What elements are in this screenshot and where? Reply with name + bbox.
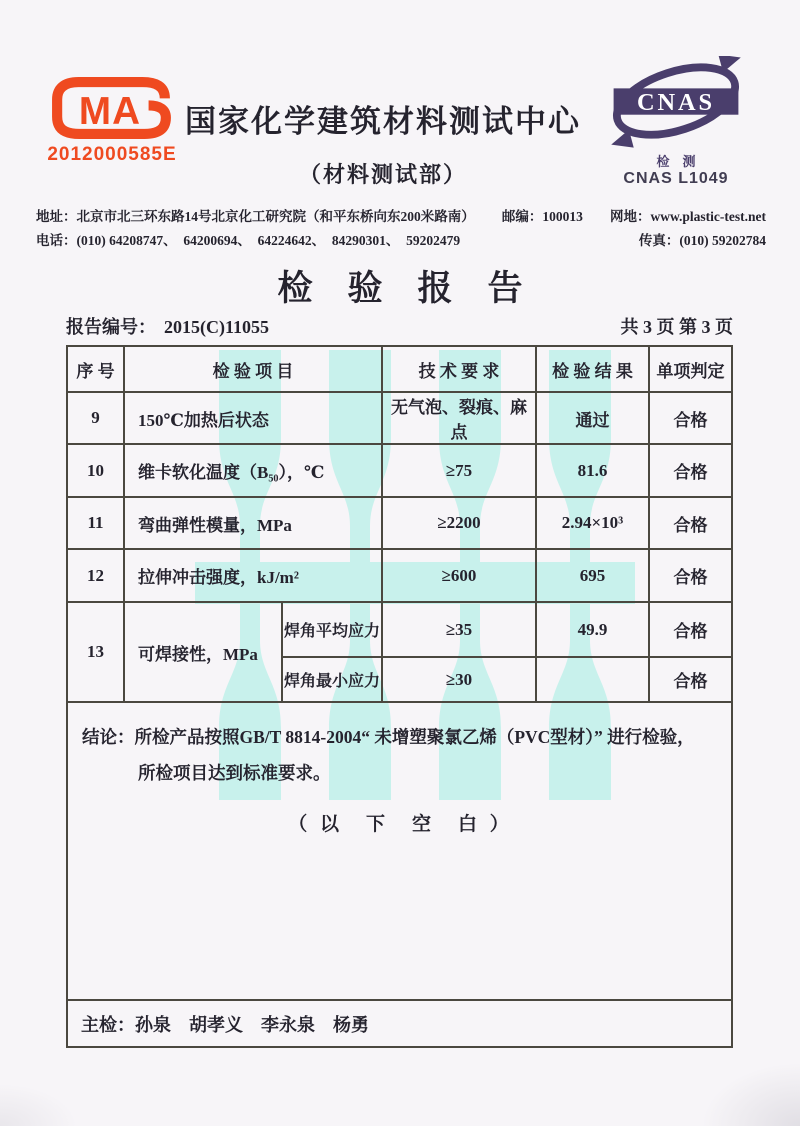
col-header-judgement: 单项判定 [650,347,731,393]
cma-certificate-number: 2012000585E [47,144,177,165]
contact-website: 网地：www.plastic-test.net [610,209,766,224]
table-sub-row [283,603,731,658]
report-title: 检 验 报 告 [277,269,523,308]
cell-no: 13 [68,603,125,703]
cnas-letters: CNAS [636,88,716,116]
cell-no: 11 [68,498,125,550]
table-row [68,498,731,550]
test-results-table [66,345,733,1048]
org-header [176,96,590,189]
cell-item: 弯曲弹性模量，MPa [125,498,383,550]
page-count: 共 3 页 第 3 页 [620,317,733,337]
conclusion-text: 所检产品按照GB/T 8814-2004“ 未增塑聚氯乙烯（PVC型材）” 进行检验， [134,727,695,747]
cell-item: 150℃加热后状态 [125,393,383,445]
cell-judgement: 合格 [650,658,731,703]
contact-address: 地址：北京市北三环东路14号北京化工研究院（和平东桥向东200米路南） [36,209,475,224]
weldability-sub-rows [283,603,731,703]
cma-logo-icon [51,76,173,139]
cell-requirement: ≥2200 [383,498,537,550]
cell-judgement: 合格 [650,603,731,658]
cell-requirement: ≥35 [383,603,537,658]
cell-judgement: 合格 [650,445,731,498]
cma-letters: MA [78,89,142,133]
cell-result: 2.94×10³ [537,498,650,550]
cell-item: 拉伸冲击强度，kJ/m² [125,550,383,603]
cnas-type-label: 检 测 [656,154,696,169]
contact-line-1 [36,205,766,229]
col-header-result: 检 验 结 果 [537,347,650,393]
report-number [66,313,269,339]
cell-no: 12 [68,550,125,603]
cell-result: 49.9 [537,603,650,658]
col-header-item: 检 验 项 目 [125,347,383,393]
conclusion-label: 结论： [82,727,135,747]
col-header-no: 序 号 [68,347,125,393]
inspectors-row: 主检：孙泉 胡孝义 李永泉 杨勇 [81,1014,369,1035]
cell-result [537,658,650,703]
cnas-logo-icon [598,56,754,150]
cell-requirement: ≥600 [383,550,537,603]
cell-requirement: ≥75 [383,445,537,498]
cell-result: 通过 [537,393,650,445]
conclusion-line-1 [82,719,719,755]
table-sub-row [283,658,731,703]
report-meta [66,313,733,339]
cell-sub-item: 焊角最小应力 [283,658,383,703]
org-title: 国家化学建筑材料测试中心 [185,104,581,139]
table-row [68,393,731,445]
table-header-row [68,347,731,393]
report-number-value: 2015(C)11055 [164,317,269,337]
cell-requirement: ≥30 [383,658,537,703]
contact-fax: 传真：(010) 59202784 [638,233,766,248]
report-number-label: 报告编号： [66,317,156,337]
blank-below-note: （ 以 下 空 白 ） [288,814,513,835]
cell-requirement: 无气泡、裂痕、麻点 [383,393,537,445]
cell-item: 可焊接性，MPa [125,603,283,703]
cnas-mark [596,56,756,188]
cell-no: 10 [68,445,125,498]
cell-item: 维卡软化温度（B₅₀），℃ [125,445,383,498]
contact-block [36,205,766,253]
conclusion-cell [68,703,731,1001]
cma-mark [46,76,178,166]
table-row-weldability [68,603,731,703]
cell-sub-item: 焊角平均应力 [283,603,383,658]
cell-no: 9 [68,393,125,445]
contact-line-2 [36,229,766,253]
cell-result: 695 [537,550,650,603]
table-row [68,445,731,498]
org-subtitle: （材料测试部） [298,162,467,187]
conclusion-line-2: 所检项目达到标准要求。 [138,763,331,783]
col-header-requirement: 技 术 要 求 [383,347,537,393]
cell-judgement: 合格 [650,393,731,445]
cell-judgement: 合格 [650,498,731,550]
contact-phone: 电话：(010) 64208747、 64200694、 64224642、 84290301、 59202479 [36,233,461,248]
cell-judgement: 合格 [650,550,731,603]
cell-result: 81.6 [537,445,650,498]
table-row [68,550,731,603]
contact-postcode: 邮编：100013 [501,209,583,224]
cnas-cert-number: CNAS L1049 [623,170,729,187]
